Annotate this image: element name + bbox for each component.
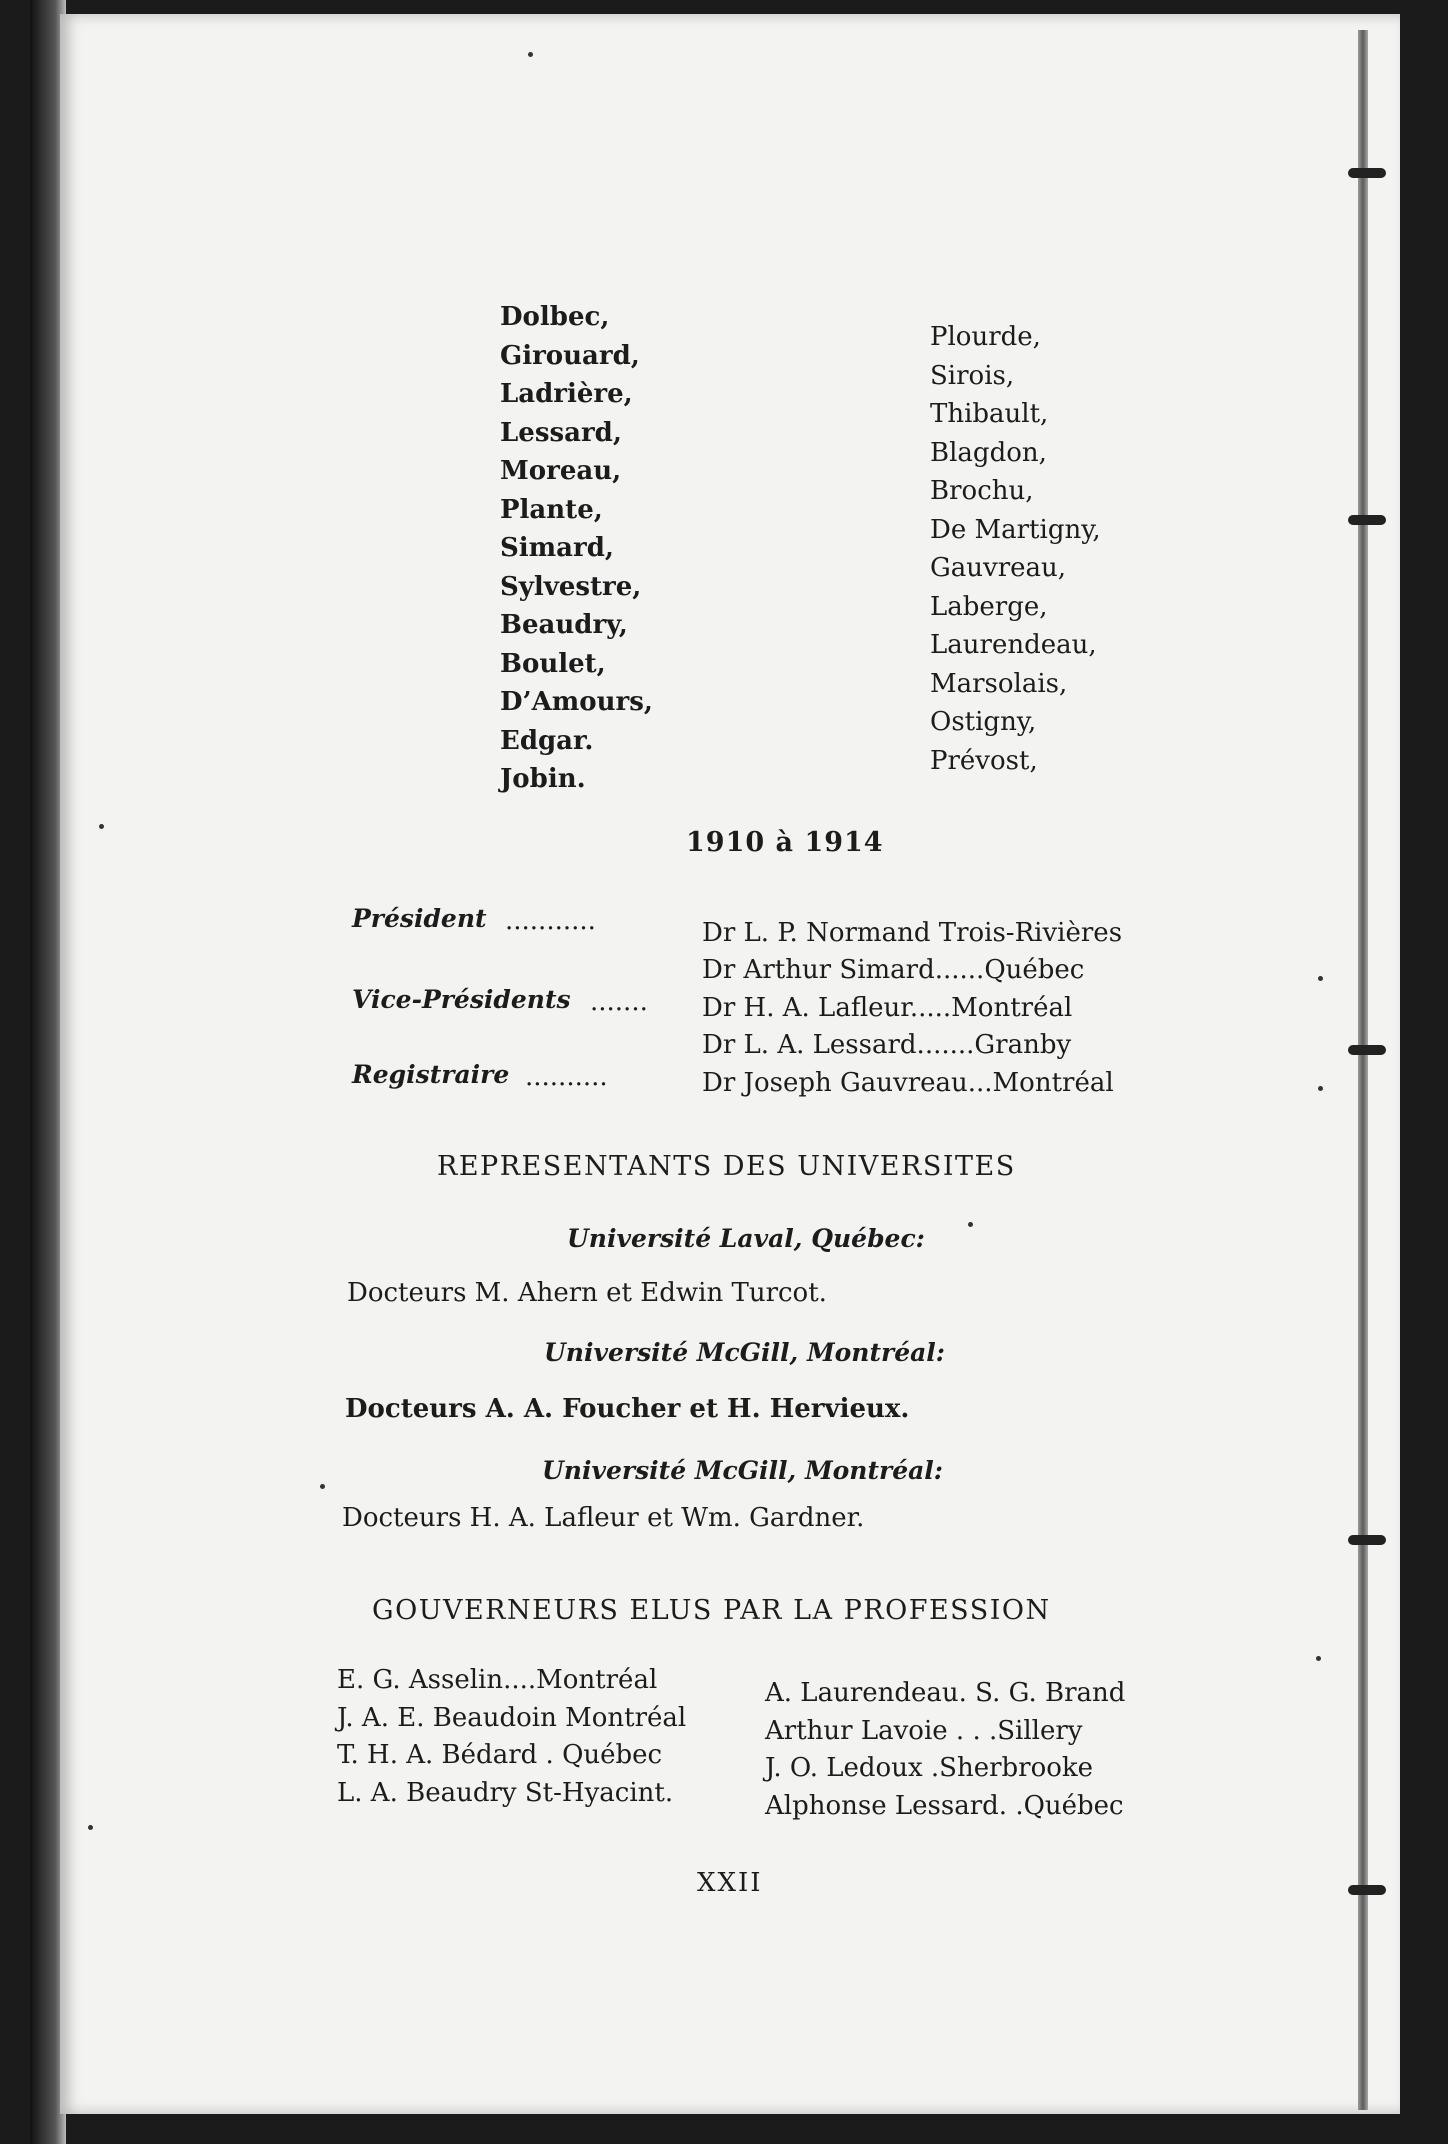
- list-item: Ladrière,: [500, 379, 633, 409]
- list-item: Moreau,: [500, 456, 622, 486]
- list-item: Laurendeau,: [930, 630, 1097, 660]
- university-name: Université McGill, Montréal:: [544, 1338, 946, 1367]
- list-item: Edgar.: [500, 725, 594, 756]
- list-item: J. O. Ledoux .Sherbrooke: [765, 1753, 1094, 1783]
- list-item: Marsolais,: [930, 668, 1068, 699]
- governors-right-column: [765, 1675, 1125, 1825]
- list-item: Plourde,: [930, 322, 1041, 352]
- print-speck: [528, 52, 533, 57]
- officer-title: Président: [352, 904, 487, 933]
- names-left-column: [500, 298, 653, 799]
- officer-name: Dr L. P. Normand Trois-Rivières: [702, 918, 1123, 948]
- list-item: Arthur Lavoie . . .Sillery: [765, 1715, 1083, 1746]
- list-item: Boulet,: [500, 648, 606, 679]
- list-item: Lessard,: [500, 417, 622, 448]
- university-members: Docteurs A. A. Foucher et H. Hervieux.: [345, 1394, 910, 1424]
- list-item: E. G. Asselin....Montréal: [337, 1665, 658, 1695]
- list-item: Jobin.: [500, 764, 586, 794]
- binding-stitch: [1348, 1045, 1386, 1055]
- binding-stitch: [1348, 1535, 1386, 1545]
- print-speck: [968, 1222, 973, 1227]
- officer-title: Registraire: [352, 1060, 510, 1089]
- list-item: Laberge,: [930, 591, 1048, 622]
- binding-stitch: [1348, 515, 1386, 525]
- list-item: Beaudry,: [500, 610, 628, 640]
- print-speck: [1316, 1656, 1321, 1661]
- list-item: Plante,: [500, 494, 603, 525]
- print-speck: [99, 824, 104, 829]
- page-number: XXII: [697, 1868, 763, 1898]
- officer-name: Dr Arthur Simard......Québec: [702, 955, 1085, 985]
- university-members: Docteurs M. Ahern et Edwin Turcot.: [347, 1278, 827, 1308]
- list-item: L. A. Beaudry St-Hyacint.: [337, 1777, 674, 1808]
- officer-title: Vice-Présidents: [352, 985, 571, 1014]
- period-heading: 1910 à 1914: [686, 827, 884, 858]
- officer-name: Dr H. A. Lafleur.....Montréal: [702, 993, 1073, 1023]
- list-item: Sylvestre,: [500, 571, 642, 602]
- list-item: Dolbec,: [500, 302, 610, 332]
- officer-leader: .......: [590, 987, 648, 1017]
- names-right-column: [930, 318, 1101, 780]
- officer-leader: ..........: [525, 1062, 608, 1092]
- binding-stitch: [1348, 1885, 1386, 1895]
- officer-leader: ...........: [505, 906, 596, 936]
- paper-sheet: [60, 14, 1400, 2114]
- list-item: Girouard,: [500, 340, 640, 371]
- university-name: Université Laval, Québec:: [567, 1224, 925, 1253]
- list-item: De Martigny,: [930, 514, 1101, 545]
- officer-name: Dr L. A. Lessard.......Granby: [702, 1030, 1072, 1060]
- university-members: Docteurs H. A. Lafleur et Wm. Gardner.: [342, 1503, 865, 1533]
- print-speck: [88, 1825, 93, 1830]
- list-item: Blagdon,: [930, 437, 1047, 468]
- list-item: T. H. A. Bédard . Québec: [337, 1740, 663, 1770]
- governors-heading: GOUVERNEURS ELUS PAR LA PROFESSION: [372, 1595, 1051, 1626]
- print-speck: [1318, 1086, 1323, 1091]
- print-speck: [320, 1484, 325, 1489]
- list-item: Prévost,: [930, 745, 1038, 776]
- list-item: Thibault,: [930, 399, 1049, 429]
- binding-stitch: [1348, 168, 1386, 178]
- list-item: A. Laurendeau. S. G. Brand: [765, 1678, 1126, 1708]
- list-item: Brochu,: [930, 476, 1034, 506]
- list-item: Alphonse Lessard. .Québec: [765, 1790, 1124, 1821]
- list-item: Simard,: [500, 533, 614, 563]
- universities-heading: REPRESENTANTS DES UNIVERSITES: [437, 1151, 1016, 1182]
- officer-name: Dr Joseph Gauvreau...Montréal: [702, 1068, 1114, 1098]
- list-item: Gauvreau,: [930, 553, 1067, 583]
- binding-thread: [1358, 30, 1368, 2110]
- list-item: Ostigny,: [930, 707, 1037, 737]
- list-item: Sirois,: [930, 360, 1015, 391]
- list-item: J. A. E. Beaudoin Montréal: [337, 1702, 687, 1733]
- print-speck: [1318, 976, 1323, 981]
- list-item: D’Amours,: [500, 687, 653, 717]
- university-name: Université McGill, Montréal:: [542, 1456, 944, 1485]
- governors-left-column: [337, 1662, 686, 1812]
